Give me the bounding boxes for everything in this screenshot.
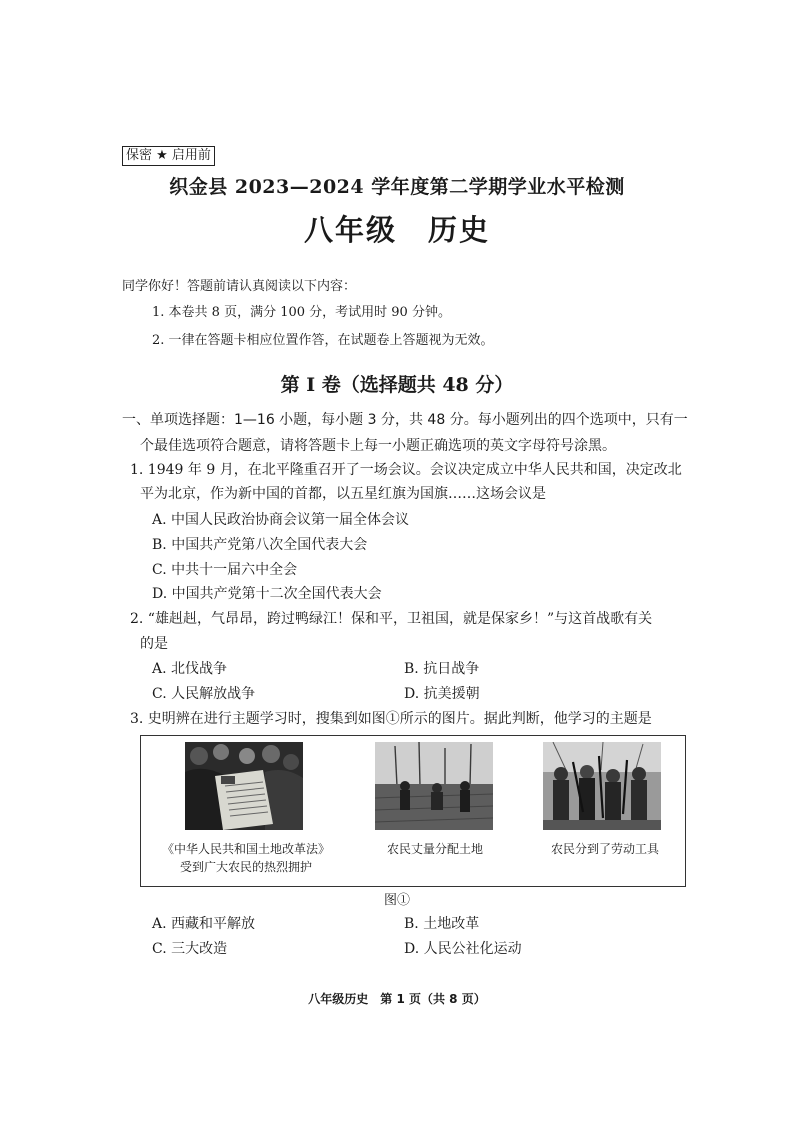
land-reform-law-photo (185, 742, 303, 830)
notice-item: 2. 一律在答题卡相应位置作答，在试题卷上答题视为无效。 (152, 333, 494, 348)
confidential-label: 保密 ★ 启用前 (122, 146, 215, 166)
land-measuring-photo (375, 742, 493, 830)
question-1-option-c: C. 中共十一届六中全会 (152, 562, 298, 578)
figure-caption-2 (365, 840, 505, 858)
question-2-text: 2. “雄赳赳，气昂昂，跨过鸭绿江！保和平，卫祖国，就是保家乡！”与这首战歌有关 (130, 611, 653, 627)
question-3-option-a: A. 西藏和平解放 (152, 916, 256, 932)
question-1-text: 平为北京，作为新中国的首都，以五星红旗为国旗……这场会议是 (140, 486, 546, 502)
question-3-option-d: D. 人民公社化运动 (404, 941, 522, 957)
figure-caption-3-line: 农民分到了劳动工具 (550, 842, 659, 856)
question-2-option-a: A. 北伐战争 (152, 661, 228, 677)
farm-tools-photo (543, 742, 661, 830)
question-3-text: 3. 史明辨在进行主题学习时，搜集到如图①所示的图片。据此判断，他学习的主题是 (130, 711, 652, 727)
question-1-option-a: A. 中国人民政治协商会议第一届全体会议 (152, 512, 410, 528)
question-3-option-b: B. 土地改革 (404, 916, 480, 932)
question-2-option-b: B. 抗日战争 (404, 661, 480, 677)
figure-caption-3 (535, 840, 675, 858)
question-1-option-b: B. 中国共产党第八次全国代表大会 (152, 537, 368, 553)
subject-title: 八年级 历史 (303, 213, 490, 247)
page-footer: 八年级历史 第 1 页（共 8 页） (308, 992, 486, 1006)
exam-title: 织金县 2023—2024 学年度第二学期学业水平检测 (169, 176, 625, 198)
question-2-option-d: D. 抗美援朝 (404, 686, 480, 702)
section-instruction: 个最佳选项符合题意，请将答题卡上每一小题正确选项的英文字母符号涂黑。 (140, 438, 616, 454)
figure-caption-1-line: 受到广大农民的热烈拥护 (179, 860, 312, 874)
figure-caption-2-line: 农民丈量分配土地 (386, 842, 483, 856)
figure-caption-1-line: 《中华人民共和国土地改革法》 (161, 842, 330, 856)
section-title: 第 I 卷（选择题共 48 分） (280, 374, 514, 396)
question-1-text: 1. 1949 年 9 月，在北平隆重召开了一场会议。会议决定成立中华人民共和国，决定改北 (130, 462, 682, 478)
notice-item: 1. 本卷共 8 页，满分 100 分，考试用时 90 分钟。 (152, 305, 451, 320)
notice-greeting: 同学你好！答题前请认真阅读以下内容： (122, 279, 357, 294)
question-1-option-d: D. 中国共产党第十二次全国代表大会 (152, 586, 382, 602)
section-instruction: 一、单项选择题：1—16 小题，每小题 3 分，共 48 分。每小题列出的四个选项中，只有一 (122, 412, 688, 428)
question-2-text: 的是 (140, 636, 168, 652)
figure-label: 图① (383, 893, 410, 908)
figure-caption-1 (151, 840, 341, 876)
figure-box (140, 735, 686, 887)
question-2-option-c: C. 人民解放战争 (152, 686, 256, 702)
question-3-option-c: C. 三大改造 (152, 941, 228, 957)
